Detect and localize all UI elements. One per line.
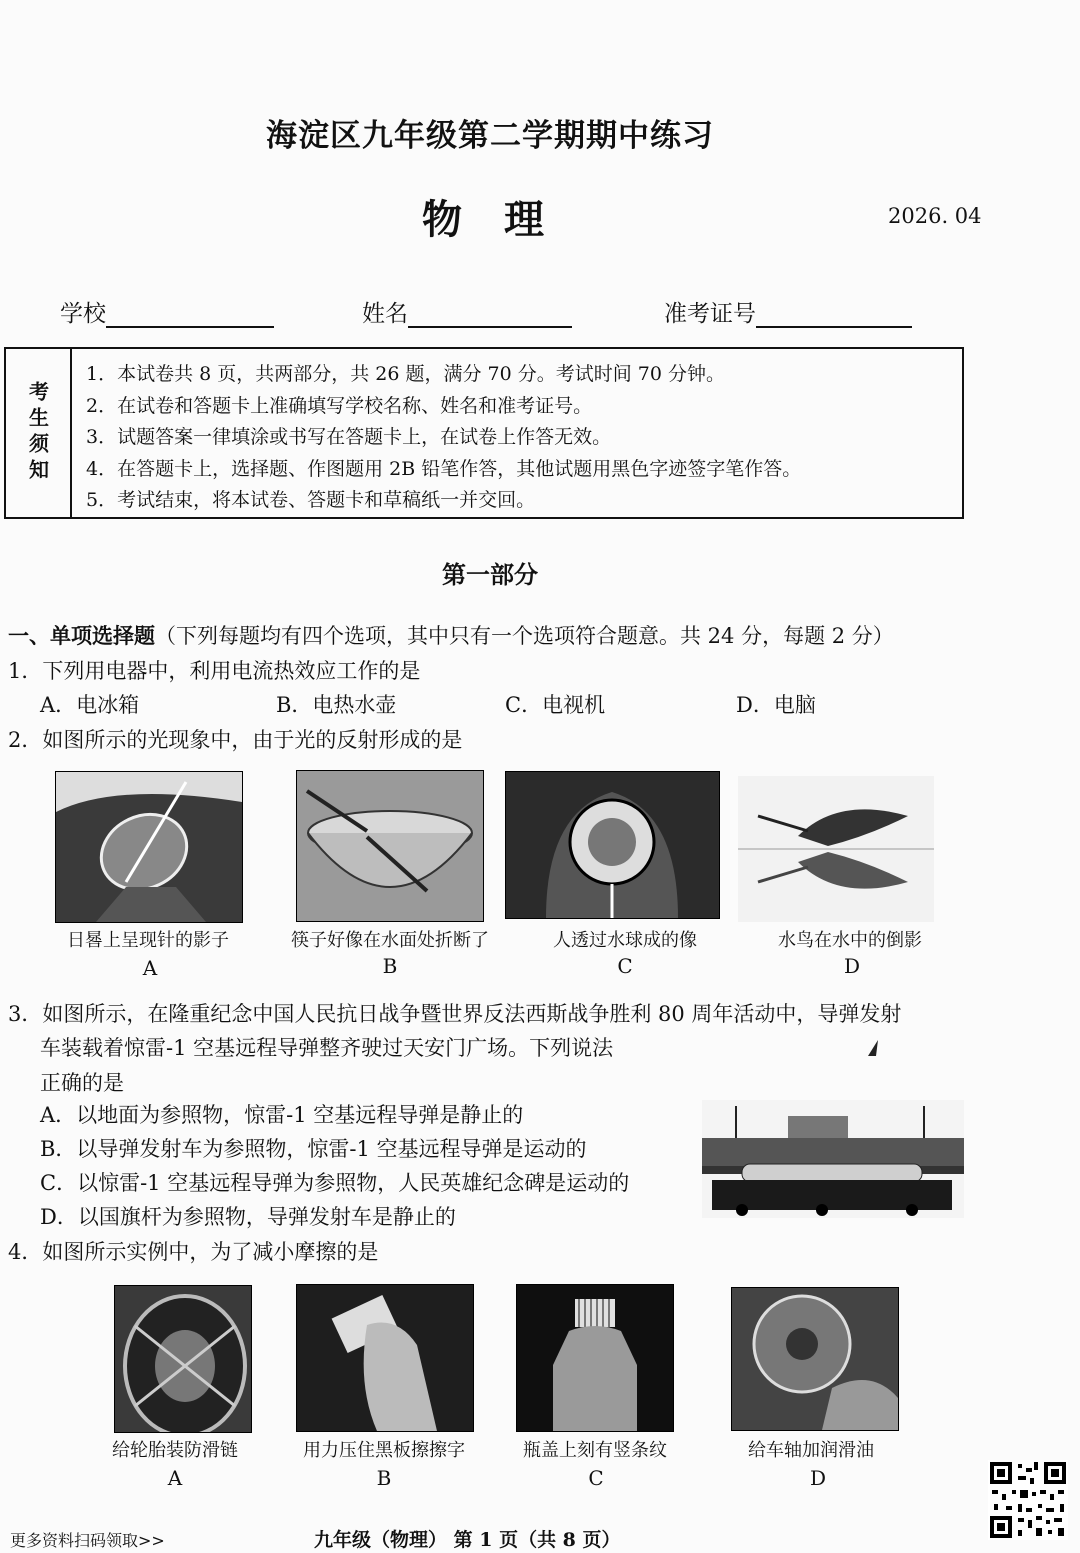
q4-letter-b: B xyxy=(376,1466,392,1490)
q4-letter-a: A xyxy=(167,1466,183,1490)
notice-label-cell xyxy=(6,349,72,517)
q1-stem: 1．下列用电器中，利用电流热效应工作的是 xyxy=(8,659,421,683)
q4-letter-d: D xyxy=(809,1466,827,1490)
section-heading-title: 一、单项选择题 xyxy=(8,623,155,648)
name-label: 姓名 xyxy=(362,301,408,327)
q2-stem: 2．如图所示的光现象中，由于光的反射形成的是 xyxy=(8,728,463,752)
q2-letter-c: C xyxy=(617,954,633,978)
q1-option-a: A．电冰箱 xyxy=(40,693,140,717)
notice-item: 5．考试结束，将本试卷、答题卡和草稿纸一并交回。 xyxy=(86,489,536,511)
missile-vehicle-icon xyxy=(702,1100,964,1218)
footer-page-info: 九年级（物理） 第 1 页（共 8 页） xyxy=(314,1529,621,1551)
blackboard-eraser-icon xyxy=(297,1285,473,1431)
school-field[interactable] xyxy=(60,295,274,328)
q4-letter-c: C xyxy=(588,1466,604,1490)
axle-oil-icon xyxy=(732,1288,898,1430)
footer-qr-hint[interactable]: 更多资料扫码领取>> xyxy=(10,1531,165,1550)
bottle-cap-photo xyxy=(516,1284,674,1432)
bottle-cap-icon xyxy=(517,1285,673,1431)
axle-oil-photo xyxy=(731,1287,899,1431)
missile-vehicle-photo xyxy=(702,1100,964,1218)
q2-caption-c: 人透过水球成的像 xyxy=(553,930,697,951)
notice-label: 考生须知 xyxy=(25,381,50,485)
part-title: 第一部分 xyxy=(442,560,538,589)
q2-caption-b: 筷子好像在水面处折断了 xyxy=(291,930,489,951)
exam-title: 海淀区九年级第二学期期中练习 xyxy=(266,118,714,154)
notice-box xyxy=(4,347,964,519)
section-heading-note: （下列每题均有四个选项，其中只有一个选项符合题意。共 24 分，每题 2 分） xyxy=(155,624,894,648)
bird-reflection-icon xyxy=(738,776,934,922)
q3-option-b: B．以导弹发射车为参照物，惊雷-1 空基远程导弹是运动的 xyxy=(40,1137,587,1161)
q4-caption-b: 用力压住黑板擦擦字 xyxy=(303,1440,465,1461)
section-heading xyxy=(8,620,894,650)
q2-caption-a: 日晷上呈现针的影子 xyxy=(67,930,229,951)
q3-option-a: A．以地面为参照物，惊雷-1 空基远程导弹是静止的 xyxy=(40,1103,524,1127)
water-ball-icon xyxy=(506,772,719,918)
q4-caption-d: 给车轴加润滑油 xyxy=(748,1440,874,1461)
qr-code-icon[interactable] xyxy=(988,1460,1068,1540)
school-label: 学校 xyxy=(60,301,106,327)
q1-option-b: B．电热水壶 xyxy=(276,693,397,717)
q1-option-c: C．电视机 xyxy=(505,693,606,717)
name-field[interactable] xyxy=(362,295,572,328)
notice-item: 2．在试卷和答题卡上准确填写学校名称、姓名和准考证号。 xyxy=(86,394,593,417)
exam-id-label: 准考证号 xyxy=(664,301,756,327)
q3-option-d: D．以国旗杆为参照物，导弹发射车是静止的 xyxy=(40,1205,456,1229)
q2-caption-d: 水鸟在水中的倒影 xyxy=(778,930,922,951)
blackboard-eraser-photo xyxy=(296,1284,474,1432)
q4-stem: 4．如图所示实例中，为了减小摩擦的是 xyxy=(8,1240,379,1264)
q1-option-d: D．电脑 xyxy=(736,693,816,717)
arrow-mark-icon xyxy=(866,1040,880,1058)
sundial-icon xyxy=(56,772,242,922)
q4-caption-a: 给轮胎装防滑链 xyxy=(112,1440,238,1461)
notice-item: 4．在答题卡上，选择题、作图题用 2B 铅笔作答，其他试题用黑色字迹签字笔作答。 xyxy=(86,457,802,480)
q2-letter-d: D xyxy=(843,954,861,978)
water-ball-photo xyxy=(505,771,720,919)
q3-stem-line2: 车装载着惊雷-1 空基远程导弹整齐驶过天安门广场。下列说法 xyxy=(40,1036,614,1060)
exam-id-field[interactable] xyxy=(664,295,912,328)
subject-title: 物 理 xyxy=(422,196,558,243)
chopsticks-bowl-icon xyxy=(297,771,483,921)
bird-reflection-photo xyxy=(738,776,934,922)
q2-letter-b: B xyxy=(382,954,398,978)
q3-option-c: C．以惊雷-1 空基远程导弹为参照物，人民英雄纪念碑是运动的 xyxy=(40,1171,630,1195)
q2-letter-a: A xyxy=(142,956,158,980)
q3-stem-line3: 正确的是 xyxy=(40,1071,124,1095)
tire-chain-photo xyxy=(114,1285,252,1433)
q4-caption-c: 瓶盖上刻有竖条纹 xyxy=(523,1440,667,1461)
notice-items xyxy=(86,359,801,517)
notice-item: 1．本试卷共 8 页，共两部分，共 26 题，满分 70 分。考试时间 70 分钟。 xyxy=(86,363,726,385)
notice-item: 3．试题答案一律填涂或书写在答题卡上，在试卷上作答无效。 xyxy=(86,426,612,448)
exam-date: 2026. 04 xyxy=(888,204,982,228)
sundial-photo xyxy=(55,771,243,923)
chopsticks-bowl-photo xyxy=(296,770,484,922)
q3-stem-line1: 3．如图所示，在隆重纪念中国人民抗日战争暨世界反法西斯战争胜利 80 周年活动中，导弹发射 xyxy=(8,1002,902,1026)
tire-chain-icon xyxy=(115,1286,251,1432)
